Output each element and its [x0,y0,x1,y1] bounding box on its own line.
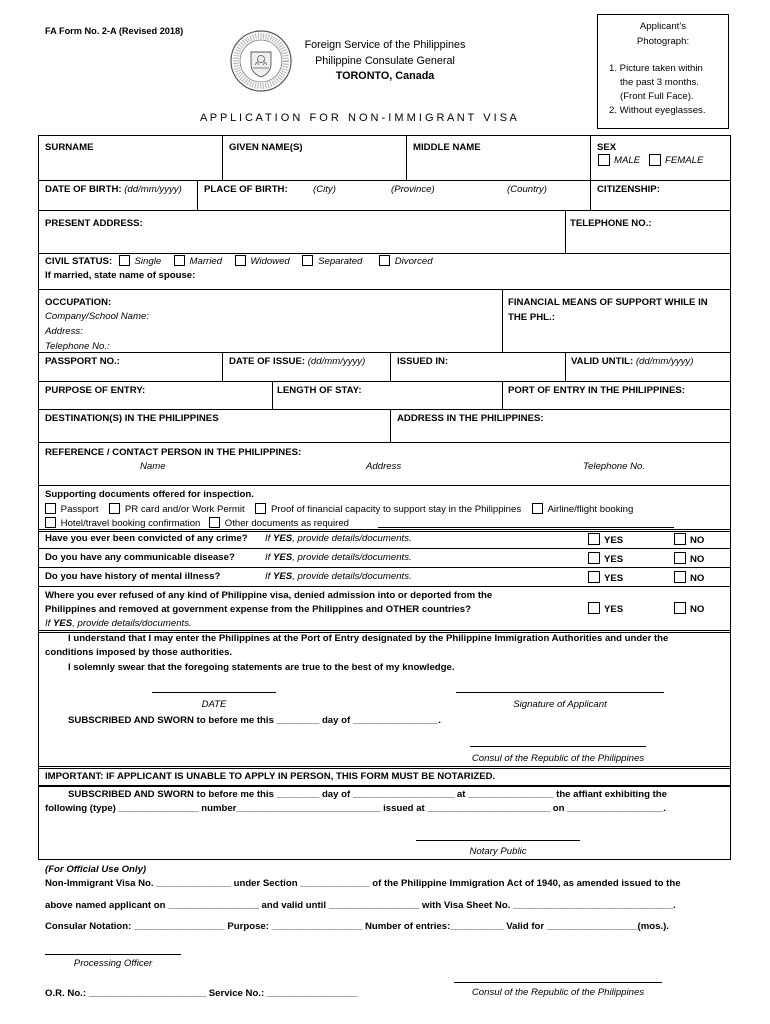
dob-field[interactable] [45,184,182,196]
passport-doc-checkbox[interactable] [45,503,56,514]
consul-label-2: Consul of the Republic of the Philippines [471,987,645,998]
processing-officer-line[interactable] [45,954,181,955]
reference-address: Address [366,461,402,472]
other-docs-checkbox[interactable] [209,517,220,528]
supporting-docs-row-1 [45,503,633,516]
single-checkbox[interactable] [119,255,130,266]
notary-line-2: following (type) _______________ number___________________________ issued at _______________________ on __________________. [45,803,666,814]
page-title: A P P L I C A T I O N F O R N O N - I M M I G R A N T V I S A [200,112,517,124]
mental-if-yes: If YES, provide details/documents. [265,571,412,582]
consulate-seal-icon [230,30,292,92]
valid-until-field[interactable] [571,356,693,368]
refused-yes-label: YES [604,604,624,615]
valid-until-label: VALID UNTIL: [571,356,634,367]
official-line-2: above named applicant on _________________ and valid until _________________ with Visa Sheet No. ______________________________. [45,900,676,911]
crime-no-checkbox[interactable] [674,533,686,545]
doi-field[interactable] [229,356,365,368]
financial-proof-checkbox[interactable] [255,503,266,514]
org-line-2: Philippine Consulate General [315,55,455,67]
crime-no-label: NO [690,535,705,546]
consul-signature-line-2[interactable] [454,982,662,983]
valid-until-format: (dd/mm/yyyy) [635,356,694,367]
address-phl-label: ADDRESS IN THE PHILIPPINES: [397,413,544,424]
civil-status-label: CIVIL STATUS: [45,256,113,267]
photo-label-1: Applicant’s [639,21,687,32]
photo-label-2: Photograph: [636,36,690,47]
other-docs-line[interactable] [378,527,674,528]
photo-box[interactable] [597,14,729,129]
occupation-address-label: Address: [45,326,83,337]
telephone-label: TELEPHONE NO.: [570,218,652,229]
photo-instruction-3: (Front Full Face). [620,91,694,102]
hotel-booking-checkbox[interactable] [45,517,56,528]
disease-if-yes: If YES, provide details/documents. [265,552,412,563]
passport-doc-label: Passport [60,504,99,515]
spouse-label: If married, state name of spouse: [45,270,196,281]
destinations-label: DESTINATION(S) IN THE PHILIPPINES [45,413,219,424]
given-names-label: GIVEN NAME(S) [229,142,303,153]
mental-yes-checkbox[interactable] [588,571,600,583]
processing-officer-label: Processing Officer [73,958,153,969]
pob-province: (Province) [391,184,435,195]
single-label: Single [134,256,162,267]
consul-signature-line[interactable] [470,746,646,747]
female-checkbox[interactable] [649,154,661,166]
civil-status-row [45,255,433,268]
official-line-1: Non-Immigrant Visa No. ______________ under Section _____________ of the Philippine Immigration Act of 1940, as amended issued to the [45,878,681,889]
refused-no-label: NO [690,604,705,615]
male-label: MALE [614,155,641,166]
citizenship-label: CITIZENSHIP: [597,184,660,195]
official-line-3: Consular Notation: _________________ Purpose: _________________ Number of entries:__________ Valid for _________________(mos.). [45,921,669,932]
refused-if-yes: If YES, provide details/documents. [45,618,192,629]
org-line-3: TORONTO, Canada [335,70,435,82]
financial-proof-label: Proof of financial capacity to support stay in the Philippines [271,504,522,515]
married-checkbox[interactable] [174,255,185,266]
declaration-1: I understand that I may enter the Philippines at the Port of Entry designated by the Philippine Immigration Authorities and under the [68,633,669,644]
subscribed-sworn-1: SUBSCRIBED AND SWORN to before me this ________ day of ________________. [68,715,441,726]
refused-yes-checkbox[interactable] [588,602,600,614]
mental-yes-label: YES [604,573,624,584]
refused-question-2: Philippines and removed at government expense from the Philippines and OTHER countries? [45,604,471,615]
separated-label: Separated [318,256,363,267]
separated-checkbox[interactable] [302,255,313,266]
disease-question: Do you have any communicable disease? [45,552,235,563]
disease-no-checkbox[interactable] [674,552,686,564]
doi-format: (dd/mm/yyyy) [307,356,366,367]
declaration-3: I solemnly swear that the foregoing statements are true to the best of my knowledge. [68,662,455,673]
occupation-telephone-label: Telephone No.: [45,341,110,352]
middle-name-label: MIDDLE NAME [413,142,481,153]
or-service-no: O.R. No.: ______________________ Service No.: _________________ [45,988,358,999]
reference-telephone: Telephone No. [583,461,646,472]
passport-label: PASSPORT NO.: [45,356,120,367]
purpose-label: PURPOSE OF ENTRY: [45,385,146,396]
consul-label: Consul of the Republic of the Philippines [471,753,645,764]
official-use-label: (For Official Use Only) [45,864,147,875]
notary-line-1: SUBSCRIBED AND SWORN to before me this ________ day of ___________________ at ________________ the affiant exhibiting the [68,789,667,800]
mental-question: Do you have history of mental illness? [45,571,221,582]
pr-card-label: PR card and/or Work Permit [124,504,245,515]
widowed-label: Widowed [250,256,290,267]
signature-label: Signature of Applicant [513,699,607,710]
dob-format: (dd/mm/yyyy) [124,184,182,195]
disease-no-label: NO [690,554,705,565]
divorced-checkbox[interactable] [379,255,390,266]
supporting-docs-row-2 [45,517,349,530]
notary-public-label: Notary Public [469,846,527,857]
doi-label: DATE OF ISSUE: [229,356,306,367]
notary-signature-line[interactable] [416,840,580,841]
occupation-label: OCCUPATION: [45,297,112,308]
surname-label: SURNAME [45,142,94,153]
refused-no-checkbox[interactable] [674,602,686,614]
date-label: DATE [201,699,227,710]
signature-line[interactable] [456,692,664,693]
refused-question-1: Where you ever refused of any kind of Philippine visa, denied admission into or deported from the [45,590,493,601]
married-label: Married [189,256,223,267]
pob-city: (City) [313,184,336,195]
widowed-checkbox[interactable] [235,255,246,266]
crime-if-yes: If YES, provide details/documents. [265,533,412,544]
mental-no-label: NO [690,573,705,584]
disease-yes-label: YES [604,554,624,565]
port-of-entry-label: PORT OF ENTRY IN THE PHILIPPINES: [508,385,685,396]
airline-booking-checkbox[interactable] [532,503,543,514]
crime-yes-checkbox[interactable] [588,533,600,545]
company-label: Company/School Name: [45,311,149,322]
dob-label: DATE OF BIRTH: [45,184,122,195]
crime-yes-label: YES [604,535,624,546]
disease-yes-checkbox[interactable] [588,552,600,564]
declaration-2: conditions imposed by those authorities. [45,647,233,658]
photo-instruction-4: 2. Without eyeglasses. [609,105,706,116]
photo-instruction-1: 1. Picture taken within [609,63,703,74]
date-line[interactable] [152,692,276,693]
reference-name: Name [140,461,166,472]
pr-card-checkbox[interactable] [109,503,120,514]
present-address-label: PRESENT ADDRESS: [45,218,143,229]
airline-booking-label: Airline/flight booking [547,504,634,515]
other-docs-label: Other documents as required [224,518,349,529]
form-number: FA Form No. 2-A (Revised 2018) [45,26,184,36]
hotel-booking-label: Hotel/travel booking confirmation [60,518,201,529]
supporting-docs-label: Supporting documents offered for inspection. [45,489,254,500]
org-line-1: Foreign Service of the Philippines [304,39,466,51]
mental-no-checkbox[interactable] [674,571,686,583]
pob-label: PLACE OF BIRTH: [204,184,288,195]
photo-instruction-2: the past 3 months. [620,77,699,88]
female-label: FEMALE [665,155,704,166]
pob-country: (Country) [507,184,547,195]
crime-question: Have you ever been convicted of any crime? [45,533,248,544]
reference-label: REFERENCE / CONTACT PERSON IN THE PHILIPPINES: [45,447,302,458]
financial-label-2: THE PHL.: [508,312,555,323]
length-of-stay-label: LENGTH OF STAY: [277,385,362,396]
financial-label: FINANCIAL MEANS OF SUPPORT WHILE IN [508,297,708,308]
sex-label: SEX [597,142,617,153]
male-checkbox[interactable] [598,154,610,166]
important-notice: IMPORTANT: IF APPLICANT IS UNABLE TO APPLY IN PERSON, THIS FORM MUST BE NOTARIZED. [45,771,496,782]
issued-in-label: ISSUED IN: [397,356,449,367]
divorced-label: Divorced [394,256,433,267]
